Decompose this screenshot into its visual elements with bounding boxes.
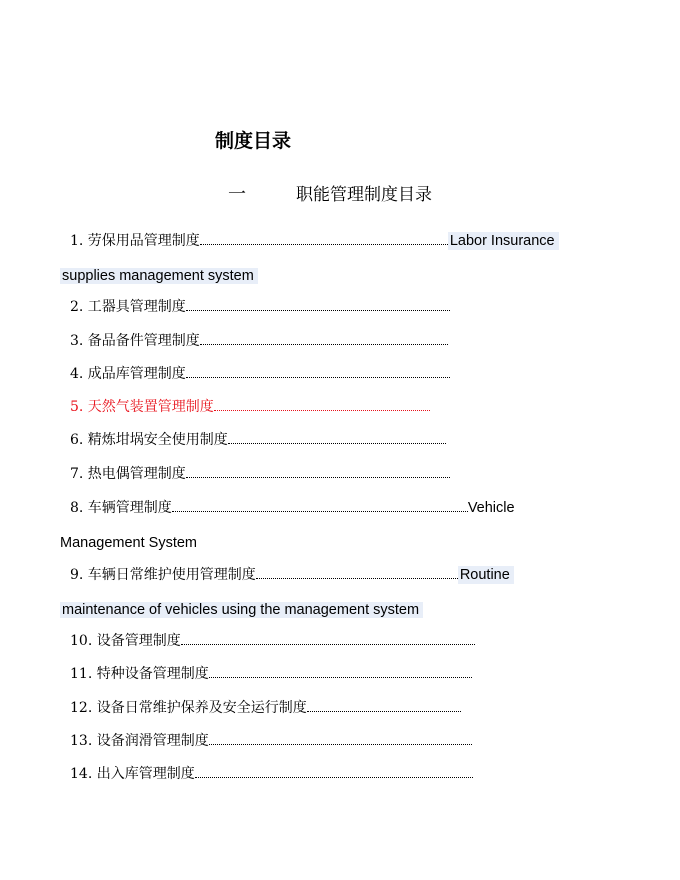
toc-item-label: 10. 设备管理制度 xyxy=(70,633,181,649)
leader-dots xyxy=(195,777,473,778)
toc-item-11 xyxy=(70,665,472,683)
leader-dots xyxy=(228,443,446,444)
toc-item-english: Labor Insurance xyxy=(448,232,559,250)
leader-dots xyxy=(307,711,461,712)
leader-dots xyxy=(209,744,472,745)
toc-item-12 xyxy=(70,699,461,717)
toc-item-7 xyxy=(70,465,450,483)
toc-item-6 xyxy=(70,431,446,449)
toc-item-label: 2. 工器具管理制度 xyxy=(70,299,186,315)
toc-item-14 xyxy=(70,765,473,783)
section-title: 职能管理制度目录 xyxy=(296,185,432,205)
leader-dots xyxy=(186,310,450,311)
toc-item-label: 1. 劳保用品管理制度 xyxy=(70,233,200,249)
toc-item-1-continuation xyxy=(60,265,258,286)
toc-item-english: Routine xyxy=(458,566,514,584)
leader-dots xyxy=(214,410,430,411)
toc-item-label: 12. 设备日常维护保养及安全运行制度 xyxy=(70,700,307,716)
leader-dots xyxy=(186,477,450,478)
leader-dots xyxy=(186,377,450,378)
toc-item-2 xyxy=(70,298,450,316)
toc-item-label: 9. 车辆日常维护使用管理制度 xyxy=(70,567,256,583)
toc-item-english-continued: supplies management system xyxy=(60,268,258,284)
toc-item-label: 5. 天然气装置管理制度 xyxy=(70,399,214,415)
leader-dots xyxy=(256,578,458,579)
toc-item-3 xyxy=(70,332,448,350)
leader-dots xyxy=(181,644,475,645)
toc-item-9-continuation xyxy=(60,599,423,620)
toc-item-label: 3. 备品备件管理制度 xyxy=(70,333,200,349)
toc-item-9 xyxy=(70,566,514,584)
section-number: 一 xyxy=(228,184,246,205)
document-title: 制度目录 xyxy=(215,130,292,152)
toc-item-13 xyxy=(70,732,472,750)
toc-item-english-continued: Management System xyxy=(60,535,198,551)
toc-item-8 xyxy=(70,499,515,517)
toc-item-english-continued: maintenance of vehicles using the management system xyxy=(60,602,423,618)
toc-item-label: 8. 车辆管理制度 xyxy=(70,500,172,516)
toc-item-label: 6. 精炼坩埚安全使用制度 xyxy=(70,432,228,448)
toc-item-1 xyxy=(70,232,559,250)
toc-item-8-continuation xyxy=(60,532,197,553)
leader-dots xyxy=(200,244,448,245)
toc-item-label: 4. 成品库管理制度 xyxy=(70,366,186,382)
toc-item-english: Vehicle xyxy=(467,500,515,516)
toc-item-10 xyxy=(70,632,475,650)
toc-item-label: 13. 设备润滑管理制度 xyxy=(70,733,209,749)
toc-item-label: 14. 出入库管理制度 xyxy=(70,766,195,782)
toc-item-label: 11. 特种设备管理制度 xyxy=(70,666,209,682)
toc-item-4 xyxy=(70,365,450,383)
toc-item-label: 7. 热电偶管理制度 xyxy=(70,466,186,482)
toc-item-5 xyxy=(70,398,430,416)
leader-dots xyxy=(209,677,472,678)
leader-dots xyxy=(172,511,468,512)
leader-dots xyxy=(200,344,448,345)
